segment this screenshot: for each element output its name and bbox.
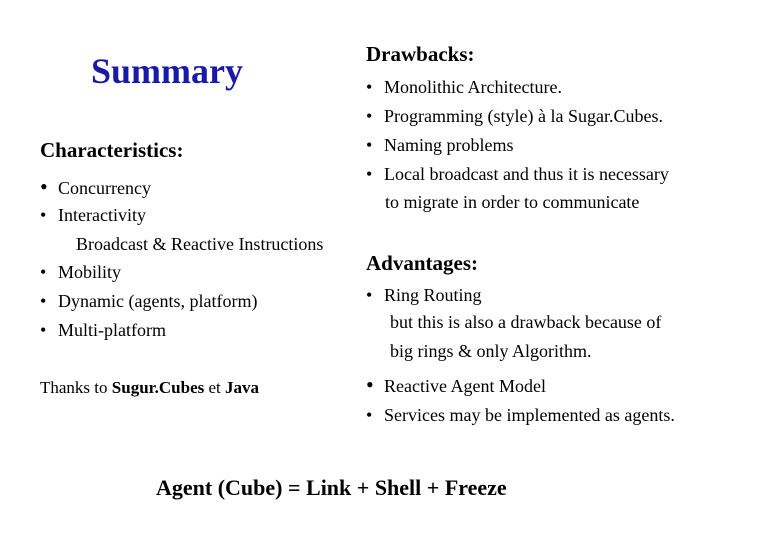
footer-equation: Agent (Cube) = Link + Shell + Freeze <box>156 475 507 500</box>
list-item: • Programming (style) à la Sugar.Cubes. <box>366 102 663 131</box>
slide-title: Summary <box>91 51 243 91</box>
bullet-icon: • <box>40 174 48 199</box>
list-item-continuation: but this is also a drawback because of <box>390 312 662 332</box>
bullet-icon: • <box>40 262 47 282</box>
bullet-icon: • <box>366 106 373 126</box>
list-item: • Naming problems <box>366 131 513 160</box>
list-item: • Mobility <box>40 258 121 287</box>
list-item: • Multi-platform <box>40 316 166 345</box>
bullet-icon: • <box>366 77 373 97</box>
list-item-continuation: to migrate in order to communicate <box>385 192 640 212</box>
list-item: • Monolithic Architecture. <box>366 73 562 102</box>
characteristics-heading: Characteristics: <box>40 138 184 162</box>
list-item-subtext: Broadcast & Reactive Instructions <box>76 234 324 254</box>
list-item: • Services may be implemented as agents. <box>366 401 675 430</box>
advantages-heading: Advantages: <box>366 251 479 275</box>
list-item: • Local broadcast and thus it is necessary <box>366 160 669 189</box>
bullet-icon: • <box>366 405 373 425</box>
thanks-line: Thanks to Sugur.Cubes et Java <box>40 378 260 397</box>
list-item: • Reactive Agent Model <box>366 372 546 397</box>
drawbacks-heading: Drawbacks: <box>366 42 475 66</box>
bullet-icon: • <box>366 135 373 155</box>
bullet-icon: • <box>40 205 47 225</box>
bullet-icon: • <box>40 320 47 340</box>
list-item: • Interactivity <box>40 201 146 230</box>
bullet-icon: • <box>366 285 373 305</box>
list-item: • Ring Routing <box>366 281 482 310</box>
bullet-icon: • <box>366 372 374 397</box>
bullet-icon: • <box>366 164 373 184</box>
list-item: • Concurrency <box>40 174 151 199</box>
bullet-icon: • <box>40 291 47 311</box>
list-item-continuation: big rings & only Algorithm. <box>390 341 592 361</box>
list-item: • Dynamic (agents, platform) <box>40 287 257 316</box>
